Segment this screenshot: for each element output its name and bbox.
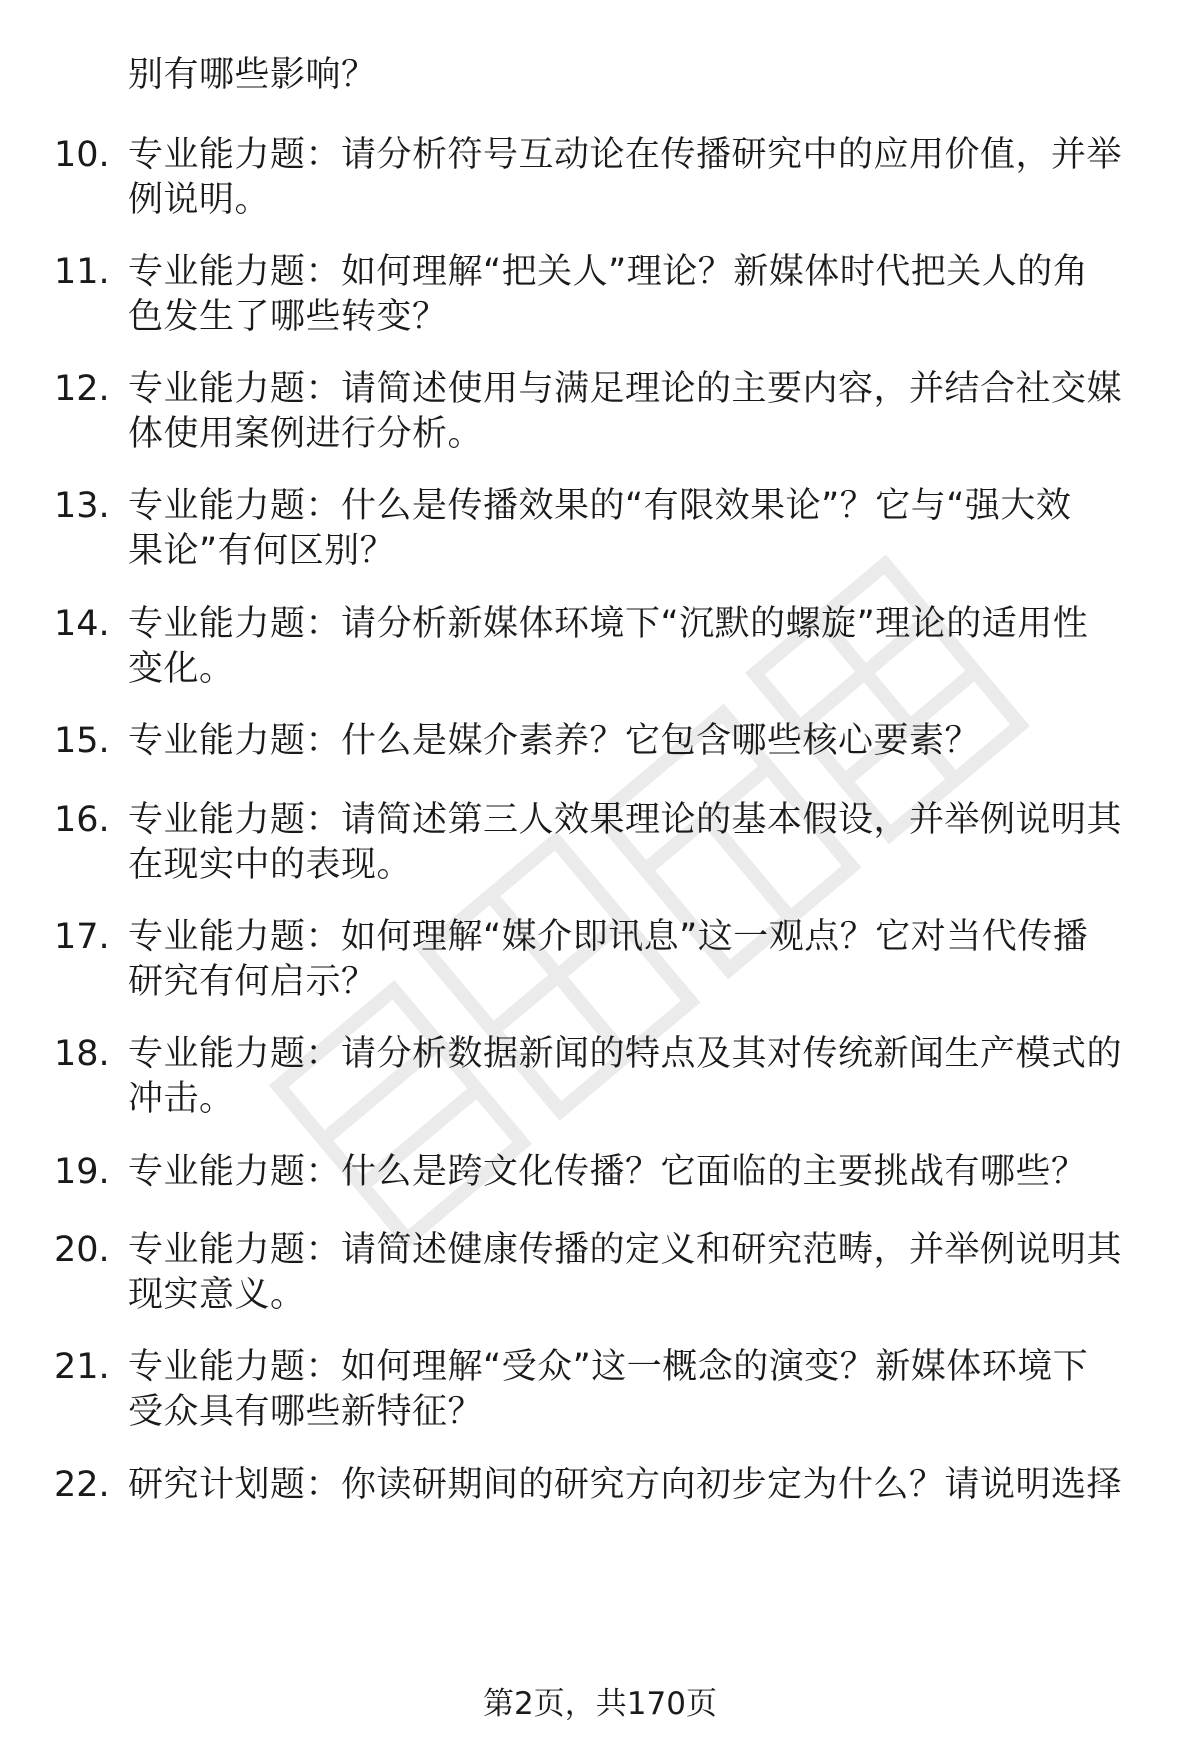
question-text-line2: 例说明。	[128, 180, 271, 220]
question-text-line1: 专业能力题：如何理解“媒介即讯息”这一观点？它对当代传播	[128, 917, 1089, 957]
question-text-line1: 专业能力题：请分析新媒体环境下“沉默的螺旋”理论的适用性	[128, 604, 1089, 644]
question-number: 12.	[54, 369, 110, 409]
question-number: 11.	[54, 252, 110, 292]
question-text-line2: 现实意义。	[128, 1275, 306, 1315]
question-text-line1: 专业能力题：如何理解“把关人”理论？新媒体时代把关人的角	[128, 252, 1089, 292]
question-number: 15.	[54, 721, 110, 761]
continuation-text: 别有哪些影响？	[128, 55, 377, 95]
question-number: 18.	[54, 1034, 110, 1074]
question-text-line1: 专业能力题：什么是跨文化传播？它面临的主要挑战有哪些？	[128, 1152, 1087, 1192]
question-text-line1: 专业能力题：什么是传播效果的“有限效果论”？它与“强大效	[128, 486, 1072, 526]
question-number: 21.	[54, 1347, 110, 1387]
question-number: 22.	[54, 1465, 110, 1505]
question-number: 19.	[54, 1152, 110, 1192]
question-text-line1: 专业能力题：请简述第三人效果理论的基本假设，并举例说明其	[128, 800, 1123, 840]
question-text-line1: 专业能力题：请分析数据新闻的特点及其对传统新闻生产模式的	[128, 1034, 1123, 1074]
question-text-line2: 受众具有哪些新特征？	[128, 1392, 484, 1432]
question-text-line2: 色发生了哪些转变？	[128, 297, 448, 337]
question-number: 20.	[54, 1230, 110, 1270]
question-text-line1: 专业能力题：请简述健康传播的定义和研究范畴，并举例说明其	[128, 1230, 1123, 1270]
question-text-line2: 在现实中的表现。	[128, 845, 413, 885]
page-footer: 第2页，共170页	[483, 1686, 717, 1722]
question-number: 16.	[54, 800, 110, 840]
question-text-line1: 研究计划题：你读研期间的研究方向初步定为什么？请说明选择	[128, 1465, 1123, 1505]
question-number: 13.	[54, 486, 110, 526]
question-text-line2: 果论”有何区别？	[128, 531, 396, 571]
question-text-line2: 研究有何启示？	[128, 962, 377, 1002]
question-text-line1: 专业能力题：请分析符号互动论在传播研究中的应用价值，并举	[128, 135, 1123, 175]
question-text-line2: 变化。	[128, 649, 235, 689]
question-text-line2: 冲击。	[128, 1079, 235, 1119]
question-text-line1: 专业能力题：请简述使用与满足理论的主要内容，并结合社交媒	[128, 369, 1123, 409]
question-number: 14.	[54, 604, 110, 644]
question-number: 10.	[54, 135, 110, 175]
question-text-line1: 专业能力题：如何理解“受众”这一概念的演变？新媒体环境下	[128, 1347, 1089, 1387]
question-text-line2: 体使用案例进行分析。	[128, 414, 484, 454]
question-number: 17.	[54, 917, 110, 957]
question-text-line1: 专业能力题：什么是媒介素养？它包含哪些核心要素？	[128, 721, 981, 761]
